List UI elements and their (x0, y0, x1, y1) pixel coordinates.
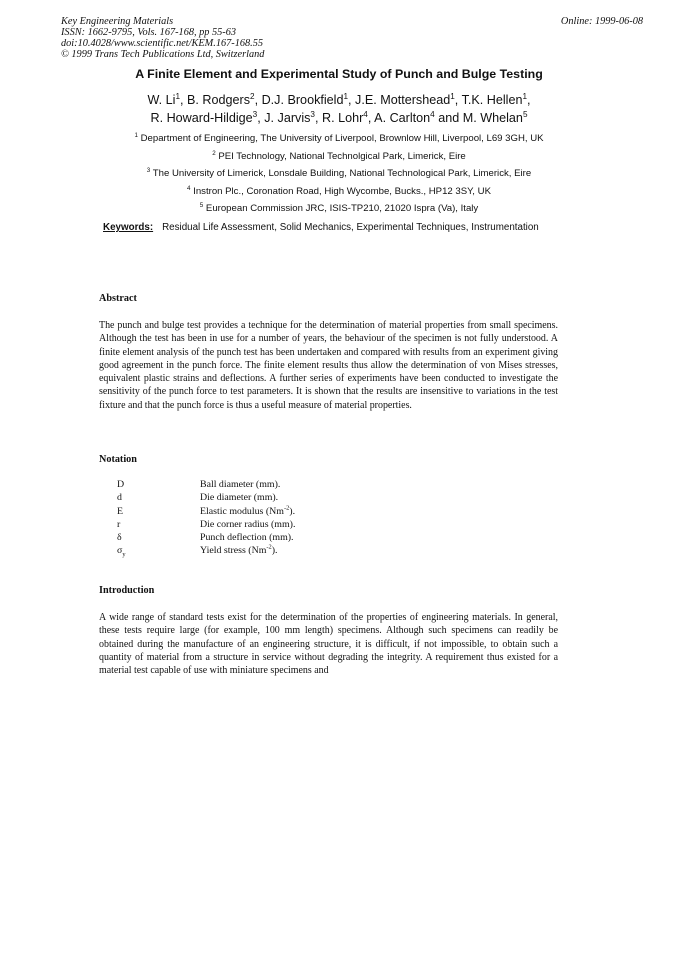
notation-row (117, 531, 295, 544)
notation-list (117, 478, 295, 558)
author-line-2 (0, 110, 678, 128)
author-line-1 (0, 92, 678, 110)
affiliation: $^5$ European Commission JRC, ISIS-TP210, 21020 Ispra (Va), Italy (199, 202, 479, 215)
keywords-text: Residual Life Assessment, Solid Mechanics, Experimental Techniques, Instrumentation (162, 222, 539, 233)
author: T.K. Hellen$^1$, (461, 91, 531, 107)
journal-header (61, 16, 264, 60)
abstract-heading: Abstract (99, 293, 137, 304)
notation-description: Yield stress $(Nm^{-2})$. (200, 544, 278, 557)
author: J.E. Mottershead$^1$, (355, 91, 462, 107)
notation-description: Elastic modulus $(Nm^{-2})$. (200, 504, 296, 517)
author: D.J. Brookfield$^1$, (261, 91, 356, 107)
notation-symbol: d (117, 492, 122, 504)
notation-symbol: E (117, 505, 124, 517)
notation-symbol: $\sigma_y$ (117, 545, 126, 559)
journal-name: Key Engineering Materials (61, 16, 174, 27)
keywords-block (103, 221, 551, 234)
copyright-line: © 1999 Trans Tech Publications Ltd, Switzerland (61, 49, 265, 60)
affiliation: $^1$ Department of Engineering, The University of Liverpool, Brownlow Hill, Liverpool, L69 3GH, UK (134, 131, 544, 144)
notation-symbol: r (117, 518, 121, 530)
author: R. Howard-Hildige$^3$, (150, 109, 265, 125)
affiliation-list (0, 130, 678, 218)
paper-title: A Finite Element and Experimental Study of Punch and Bulge Testing (135, 67, 543, 81)
author: W. Li$^1$, (147, 91, 188, 107)
author-list (0, 92, 678, 127)
issn-line: ISSN: 1662-9795, Vols. 167-168, pp 55-63 (61, 27, 237, 38)
author: B. Rodgers$^2$, (187, 91, 262, 107)
keywords-label: Keywords: (103, 222, 154, 233)
introduction-heading: Introduction (99, 585, 155, 596)
notation-description: Die diameter (mm). (200, 492, 279, 504)
introduction-text: A wide range of standard tests exist for the determination of the properties of engineering materials. In general, these tests require large (for example, 100 mm length) specimens. Although such specimens can readily be obtained during the manufacture of an engineering structure, it is difficult, if not impossible, to obtain such a quantity of material from a structure in service without degrading the integrity. A requirement thus existed for a material test capable of use with miniature specimens and (99, 612, 558, 677)
author: A. Carlton$^4$ and (374, 109, 463, 125)
notation-symbol: D (117, 479, 125, 490)
notation-row (117, 518, 295, 531)
affiliation: $^4$ Instron Plc., Coronation Road, High Wycombe, Bucks., HP12 3SY, UK (187, 184, 491, 197)
affiliation: $^2$ PEI Technology, National Technolgical Park, Limerick, Eire (212, 149, 466, 162)
notation-row (117, 491, 295, 504)
author: R. Lohr$^4$, (321, 109, 375, 125)
affiliation: $^3$ The University of Limerick, Lonsdale Building, National Technological Park, Limerick, Eire (146, 167, 532, 180)
notation-description: Die corner radius (mm). (200, 518, 296, 530)
doi-link[interactable]: doi:10.4028/www.scientific.net/KEM.167-168.55 (61, 38, 264, 49)
notation-row (117, 478, 295, 491)
author: J. Jarvis$^3$, (264, 109, 322, 125)
abstract-text: The punch and bulge test provides a technique for the determination of material properties from small specimens. Although the test has been in use for a number of years, the behaviour of the specimen is not fully understood. A finite element analysis of the punch test has been undertaken and compared with results from an experiment giving good agreement in the punch force. The finite element results thus allow the determination of von Mises stresses, equivalent plastic strains and deflections. A further series of experiments have been conducted to investigate the sensitivity of the punch force to test parameters. It is shown that the results are insensitive to variations in the test fixture and that the punch force is thus a useful measure of material properties. (99, 320, 558, 411)
notation-description: Ball diameter (mm). (200, 479, 281, 490)
notation-description: Punch deflection (mm). (200, 532, 294, 544)
notation-symbol: δ (117, 532, 122, 544)
notation-heading: Notation (99, 454, 137, 465)
notation-row (117, 544, 295, 557)
notation-row (117, 505, 295, 518)
online-date: Online: 1999-06-08 (560, 16, 643, 27)
author: M. Whelan$^5$ (462, 109, 528, 125)
